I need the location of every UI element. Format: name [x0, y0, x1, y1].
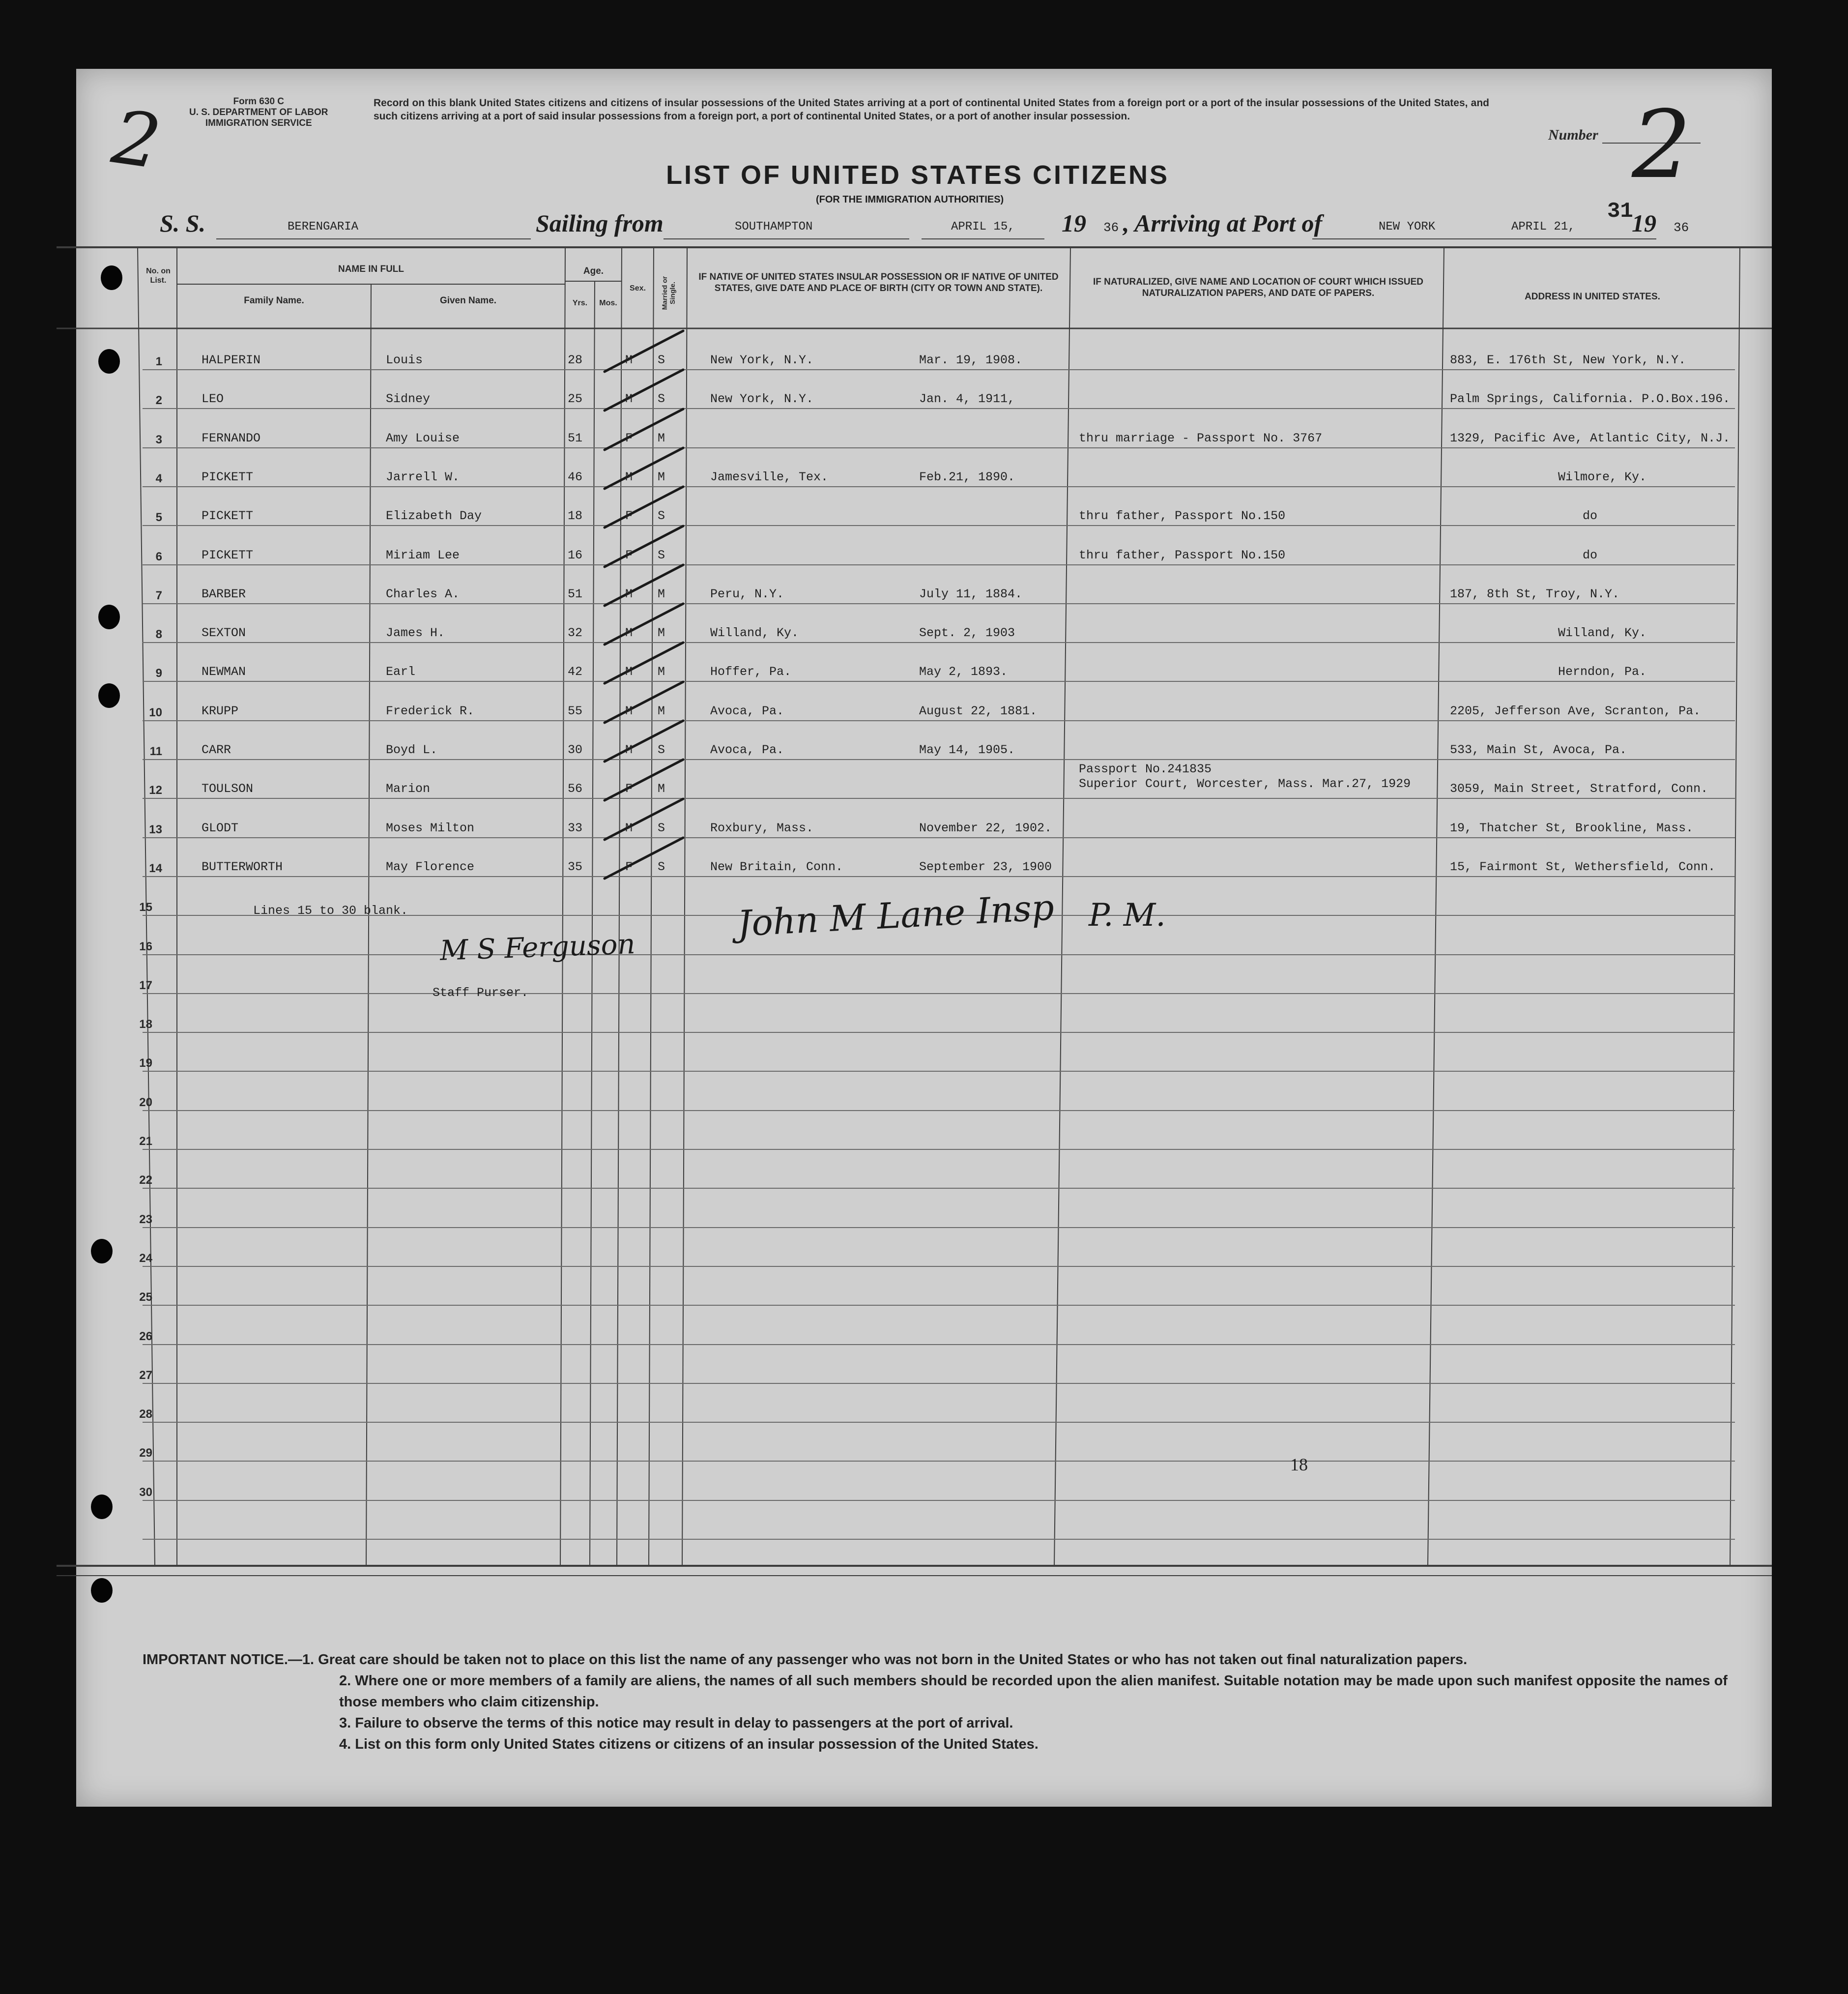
- birthdate-cell: November 22, 1902.: [919, 821, 1052, 835]
- col-address: [1428, 247, 1444, 1566]
- year-prefix-arrival: 19: [1632, 209, 1656, 237]
- line-number: 4: [155, 472, 162, 485]
- line-number: 7: [155, 589, 162, 602]
- birthplace-cell: Avoca, Pa.: [710, 704, 784, 718]
- tally-mark: [605, 370, 683, 411]
- sex-cell: M: [625, 587, 633, 601]
- birthdate-cell: Sept. 2, 1903: [919, 626, 1015, 640]
- given-name-cell: Louis: [386, 353, 423, 367]
- header-birth: IF NATIVE OF UNITED STATES INSULAR POSSESSION OR IF NATIVE OF UNITED STATES, GIVE DATE AND PLACE OF BIRTH (CITY OR TOWN AND STATE).: [698, 272, 1059, 293]
- age-cell: 30: [568, 743, 583, 757]
- departure-port: SOUTHAMPTON: [735, 220, 813, 234]
- marital-cell: S: [658, 743, 665, 757]
- birthdate-cell: May 14, 1905.: [919, 743, 1015, 757]
- given-name-cell: Earl: [386, 665, 416, 679]
- naturalization-cell: thru father, Passport No.150: [1079, 509, 1286, 523]
- header-address: ADDRESS IN UNITED STATES.: [1525, 292, 1660, 302]
- given-name-cell: Charles A.: [386, 587, 460, 601]
- given-name-cell: Amy Louise: [386, 431, 460, 445]
- header-given-name: Given Name.: [439, 295, 497, 306]
- purser-title: Staff Purser.: [433, 986, 529, 1000]
- department-name: U. S. DEPARTMENT OF LABOR: [189, 107, 328, 117]
- family-name-cell: NEWMAN: [202, 665, 246, 679]
- header-marital: Married or Single.: [661, 276, 676, 310]
- address-cell: 533, Main St, Avoca, Pa.: [1450, 743, 1627, 757]
- family-name-cell: PICKETT: [202, 509, 254, 523]
- marital-cell: M: [658, 626, 665, 640]
- tally-mark: [605, 526, 683, 567]
- inspector-signature: John M Lane Insp: [736, 886, 1055, 944]
- birthplace-cell: Avoca, Pa.: [710, 743, 784, 757]
- important-notice: [143, 1649, 1740, 1755]
- age-cell: 56: [568, 782, 583, 796]
- tally-mark: [605, 565, 683, 606]
- header-years: Yrs.: [572, 299, 588, 307]
- address-cell: Willand, Ky.: [1558, 626, 1647, 640]
- age-cell: 42: [568, 665, 583, 679]
- given-name-cell: Boyd L.: [386, 743, 438, 757]
- notice-item-4: 4. List on this form only United States citizens or citizens of an insular possession of the United States.: [339, 1736, 1039, 1752]
- line-number: 29: [139, 1446, 152, 1460]
- line-number: 1: [155, 355, 162, 368]
- marital-cell: M: [658, 704, 665, 718]
- col-naturalized: [1054, 247, 1070, 1566]
- line-number: 19: [139, 1056, 152, 1070]
- address-cell: 1329, Pacific Ave, Atlantic City, N.J.: [1450, 431, 1731, 445]
- arrival-date: APRIL 21,: [1511, 220, 1575, 234]
- number-label: Number: [1548, 127, 1598, 143]
- line-number: 13: [149, 823, 162, 836]
- birthplace-cell: Jamesville, Tex.: [710, 470, 829, 484]
- form-instructions: Record on this blank United States citizens and citizens of insular possessions of the United States arriving at a port of continental United States from a foreign port or a port of the insular possessions of the United States, and such citizens arriving at a port of said insular possessions from a foreign port, a port of continental United States, or a port of another insular possession.: [374, 97, 1489, 122]
- tally-mark: [605, 448, 683, 489]
- line-number: 3: [155, 433, 162, 446]
- naturalization-cell: Passport No.241835 Superior Court, Worcester, Mass. Mar.27, 1929: [1079, 762, 1411, 791]
- family-name-cell: SEXTON: [202, 626, 246, 640]
- line-number: 21: [139, 1135, 152, 1148]
- sex-cell: M: [625, 665, 633, 679]
- line-number: 8: [155, 628, 162, 641]
- birthdate-cell: August 22, 1881.: [919, 704, 1038, 718]
- birthplace-cell: New York, N.Y.: [710, 392, 814, 406]
- sex-cell: M: [625, 821, 633, 835]
- sex-cell: F: [625, 431, 633, 445]
- age-cell: 25: [568, 392, 583, 406]
- birthplace-cell: Roxbury, Mass.: [710, 821, 814, 835]
- header-sex: Sex.: [630, 284, 646, 293]
- marital-cell: S: [658, 353, 665, 367]
- birthplace-cell: Hoffer, Pa.: [710, 665, 792, 679]
- sex-cell: M: [625, 743, 633, 757]
- birthplace-cell: Willand, Ky.: [710, 626, 799, 640]
- birthplace-cell: New Britain, Conn.: [710, 860, 843, 874]
- age-cell: 33: [568, 821, 583, 835]
- marital-cell: S: [658, 509, 665, 523]
- line-number: 9: [155, 667, 162, 680]
- line-number: 25: [139, 1290, 152, 1304]
- family-name-cell: PICKETT: [202, 548, 254, 562]
- line-number: 6: [155, 550, 162, 563]
- line-number: 22: [139, 1173, 152, 1187]
- line-number: 2: [155, 394, 162, 407]
- header-no-on-list: No. on List.: [146, 267, 171, 285]
- year-prefix: 19: [1062, 209, 1086, 237]
- line-number: 28: [139, 1408, 152, 1421]
- family-name-cell: HALPERIN: [202, 353, 261, 367]
- col-sex: [617, 247, 622, 1566]
- birthdate-cell: September 23, 1900: [919, 860, 1052, 874]
- ss-label: S. S.: [160, 209, 206, 237]
- col-given: [366, 284, 371, 1566]
- marital-cell: M: [658, 431, 665, 445]
- sex-cell: M: [625, 470, 633, 484]
- header-naturalized: IF NATURALIZED, GIVE NAME AND LOCATION OF COURT WHICH ISSUED NATURALIZATION PAPERS, AND DATE OF PAPERS.: [1093, 277, 1423, 298]
- marital-cell: S: [658, 860, 665, 874]
- birthdate-cell: Jan. 4, 1911,: [919, 392, 1015, 406]
- line-number: 5: [155, 511, 162, 524]
- line-number: 11: [149, 745, 162, 758]
- tally-mark: [605, 487, 683, 528]
- given-name-cell: Moses Milton: [386, 821, 475, 835]
- address-cell: do: [1583, 509, 1598, 523]
- line-number: 30: [139, 1486, 152, 1499]
- family-name-cell: GLODT: [202, 821, 239, 835]
- naturalization-cell: thru father, Passport No.150: [1079, 548, 1286, 562]
- tally-mark: [605, 721, 683, 762]
- arrival-port: NEW YORK: [1379, 220, 1436, 234]
- family-name-cell: KRUPP: [202, 704, 239, 718]
- birthplace-cell: Peru, N.Y.: [710, 587, 784, 601]
- age-cell: 55: [568, 704, 583, 718]
- notice-heading: IMPORTANT NOTICE.: [143, 1652, 288, 1668]
- page-number: 31: [1607, 199, 1633, 224]
- arriving-label: , Arriving at Port of: [1123, 209, 1323, 237]
- address-cell: Palm Springs, California. P.O.Box.196.: [1450, 392, 1731, 406]
- marital-cell: M: [658, 587, 665, 601]
- address-cell: 3059, Main Street, Stratford, Conn.: [1450, 782, 1708, 796]
- address-cell: do: [1583, 548, 1598, 562]
- address-cell: Wilmore, Ky.: [1558, 470, 1647, 484]
- age-cell: 18: [568, 509, 583, 523]
- blank-lines-note: Lines 15 to 30 blank.: [253, 904, 408, 918]
- address-cell: 19, Thatcher St, Brookline, Mass.: [1450, 821, 1694, 835]
- sex-cell: M: [625, 392, 633, 406]
- row-rules: [143, 370, 1735, 1539]
- sail-year: 36: [1103, 220, 1119, 235]
- marital-cell: S: [658, 821, 665, 835]
- sail-date: APRIL 15,: [951, 220, 1015, 234]
- line-number: 12: [149, 784, 162, 797]
- given-name-cell: Elizabeth Day: [386, 509, 482, 523]
- col-age-yrs: [560, 247, 565, 1566]
- line-number: 26: [139, 1330, 152, 1343]
- marital-cell: M: [658, 665, 665, 679]
- form-subtitle: (FOR THE IMMIGRATION AUTHORITIES): [816, 194, 1004, 205]
- marital-cell: M: [658, 470, 665, 484]
- sheet-number: 18: [1290, 1455, 1308, 1474]
- col-birth: [682, 247, 687, 1566]
- line-number: 18: [139, 1018, 152, 1031]
- sex-cell: M: [625, 626, 633, 640]
- notice-item-2: 2. Where one or more members of a family are aliens, the names of all such members should be recorded upon the alien manifest. Suitable notation may be made upon such manifest opposite the names of those members who claim citizenship.: [339, 1673, 1728, 1710]
- header-name-in-full: NAME IN FULL: [338, 264, 404, 274]
- notice-item-1: —1. Great care should be taken not to place on this list the name of any passenger who was not born in the United States or who has not taken out final naturalization papers.: [288, 1652, 1468, 1668]
- tally-mark: [605, 682, 683, 723]
- birthdate-cell: Mar. 19, 1908.: [919, 353, 1023, 367]
- form-title: LIST OF UNITED STATES CITIZENS: [666, 160, 1169, 190]
- sex-cell: M: [625, 704, 633, 718]
- address-cell: 187, 8th St, Troy, N.Y.: [1450, 587, 1620, 601]
- age-cell: 51: [568, 587, 583, 601]
- line-number: 27: [139, 1369, 152, 1382]
- sailing-from-label: Sailing from: [536, 209, 664, 237]
- age-cell: 46: [568, 470, 583, 484]
- family-name-cell: CARR: [202, 743, 231, 757]
- family-name-cell: BUTTERWORTH: [202, 860, 283, 874]
- tally-mark: [605, 604, 683, 645]
- sex-cell: F: [625, 509, 633, 523]
- line-number: 23: [139, 1213, 152, 1226]
- tally-mark: [605, 760, 683, 800]
- marital-cell: M: [658, 782, 665, 796]
- col-age-mos: [590, 281, 595, 1566]
- col-marital: [649, 247, 654, 1566]
- birthdate-cell: July 11, 1884.: [919, 587, 1023, 601]
- given-name-cell: Frederick R.: [386, 704, 475, 718]
- header-family-name: Family Name.: [244, 295, 304, 306]
- age-cell: 32: [568, 626, 583, 640]
- sex-cell: F: [625, 860, 633, 874]
- tally-mark: [605, 799, 683, 840]
- col-end: [1730, 247, 1740, 1566]
- tally-mark: [605, 409, 683, 450]
- age-cell: 35: [568, 860, 583, 874]
- tally-marks: [605, 331, 683, 879]
- sex-cell: M: [625, 353, 633, 367]
- given-name-cell: Miriam Lee: [386, 548, 460, 562]
- given-name-cell: Jarrell W.: [386, 470, 460, 484]
- family-name-cell: TOULSON: [202, 782, 254, 796]
- address-cell: 883, E. 176th St, New York, N.Y.: [1450, 353, 1686, 367]
- birthdate-cell: Feb.21, 1890.: [919, 470, 1015, 484]
- line-number: 24: [139, 1252, 152, 1265]
- list-number: 2: [1632, 90, 1691, 199]
- header-months: Mos.: [599, 299, 617, 307]
- birthdate-cell: May 2, 1893.: [919, 665, 1008, 679]
- address-cell: 15, Fairmont St, Wethersfield, Conn.: [1450, 860, 1716, 874]
- address-cell: Herndon, Pa.: [1558, 665, 1647, 679]
- tally-mark: [605, 331, 683, 372]
- inspector-time: P. M.: [1089, 897, 1166, 934]
- family-name-cell: PICKETT: [202, 470, 254, 484]
- marital-cell: S: [658, 548, 665, 562]
- family-name-cell: BARBER: [202, 587, 246, 601]
- address-cell: 2205, Jefferson Ave, Scranton, Pa.: [1450, 704, 1701, 718]
- family-name-cell: LEO: [202, 392, 224, 406]
- given-name-cell: Marion: [386, 782, 431, 796]
- marital-cell: S: [658, 392, 665, 406]
- header-age: Age.: [583, 266, 604, 276]
- family-name-cell: FERNANDO: [202, 431, 261, 445]
- naturalization-cell: thru marriage - Passport No. 3767: [1079, 431, 1323, 445]
- age-cell: 51: [568, 431, 583, 445]
- sex-cell: F: [625, 782, 633, 796]
- given-name-cell: James H.: [386, 626, 445, 640]
- age-cell: 28: [568, 353, 583, 367]
- line-number: 17: [139, 979, 152, 992]
- line-number: 16: [139, 940, 152, 953]
- tally-mark: [605, 643, 683, 683]
- given-name-cell: Sidney: [386, 392, 431, 406]
- ship-name: BERENGARIA: [288, 220, 359, 234]
- age-cell: 16: [568, 548, 583, 562]
- tally-mark: [605, 838, 683, 879]
- notice-item-3: 3. Failure to observe the terms of this notice may result in delay to passengers at the port of arrival.: [339, 1715, 1013, 1731]
- line-number: 20: [139, 1096, 152, 1109]
- line-number: 10: [149, 706, 162, 719]
- service-name: IMMIGRATION SERVICE: [205, 118, 312, 128]
- sex-cell: F: [625, 548, 633, 562]
- form-number: Form 630 C: [233, 96, 285, 107]
- given-name-cell: May Florence: [386, 860, 475, 874]
- arrival-year: 36: [1674, 220, 1689, 235]
- line-number: 14: [149, 862, 162, 875]
- corner-number-mark: 2: [107, 94, 166, 186]
- purser-signature: M S Ferguson: [439, 928, 636, 967]
- birthplace-cell: New York, N.Y.: [710, 353, 814, 367]
- line-number: 15: [139, 901, 152, 914]
